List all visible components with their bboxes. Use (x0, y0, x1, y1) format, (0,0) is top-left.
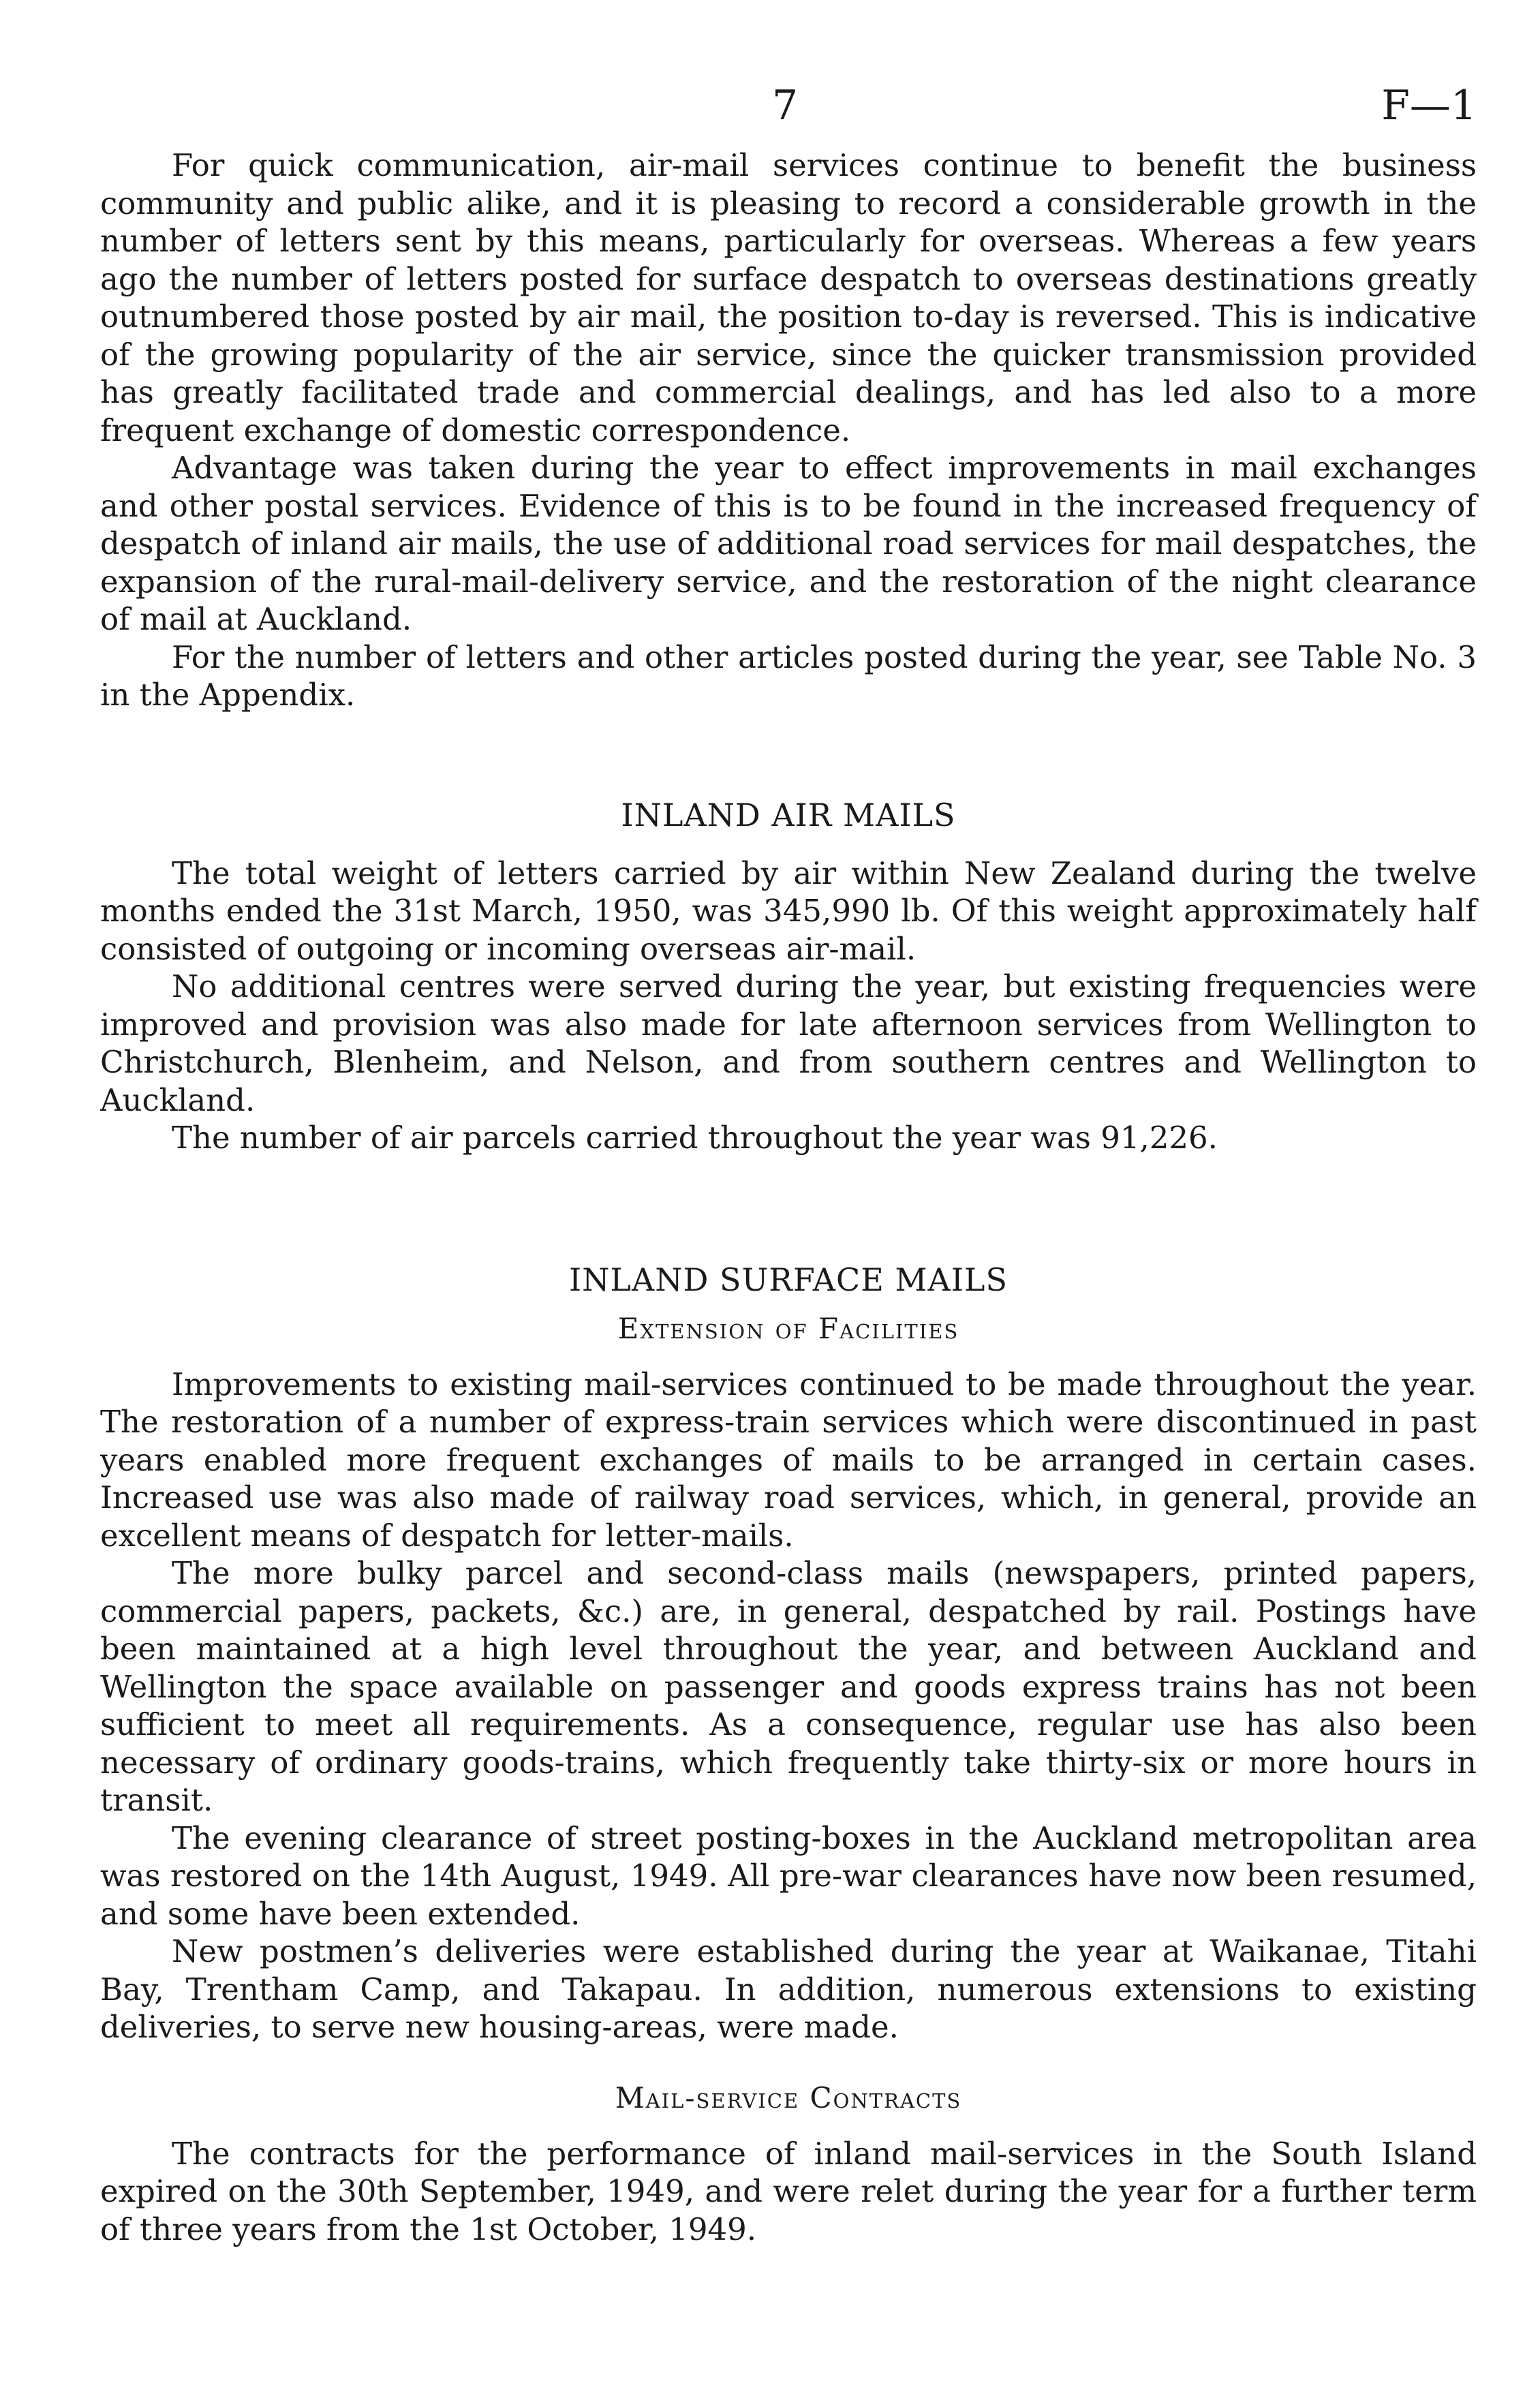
intro-paragraph-3: For the number of letters and other articles posted during the year, see Table No. 3 in the Appendix. (100, 639, 1477, 713)
extension-paragraph-4: New postmen’s deliveries were established during the year at Waikanae, Titahi Bay, Trentham Camp, and Takapau. In addition, numerous extensions to existing deliveries, to serve new housing-areas, were made. (100, 1933, 1477, 2045)
contracts-paragraph-1: The contracts for the performance of inland mail-services in the South Island expired on the 30th September, 1949, and were relet during the year for a further term of three years from the 1st October, 1949. (100, 2135, 1477, 2247)
intro-paragraph-2: Advantage was taken during the year to effect improvements in mail exchanges and other postal services. Evidence of this is to be found in the increased frequency of despatch of inland air mails, the use of additional road services for mail despatches, the expansion of the rural-mail-delivery service, and the restoration of the night clearance of mail at Auckland. (100, 450, 1477, 637)
page-number: 7 (772, 82, 799, 129)
document-page (100, 82, 1477, 2248)
intro-paragraph-1: For quick communication, air-mail services continue to benefit the business community and public alike, and it is pleasing to record a considerable growth in the number of letters sent by this means, particularly for overseas. Whereas a few years ago the number of letters posted for surface despatch to overseas destinations greatly outnumbered those posted by air mail, the position to-day is reversed. This is indicative of the growing popularity of the air service, since the quicker transmission provided has greatly facilitated trade and commercial dealings, and has led also to a more frequent exchange of domestic correspondence. (100, 147, 1477, 448)
extension-paragraph-2: The more bulky parcel and second-class mails (newspapers, printed papers, commercial papers, packets, &c.) are, in general, despatched by rail. Postings have been maintained at a high level throughout the year, and between Auckland and Wellington the space available on passenger and goods express trains has not been sufficient to meet all requirements. As a consequence, regular use has also been necessary of ordinary goods-trains, which frequently take thirty-six or more hours in transit. (100, 1555, 1477, 1818)
inland-air-mails-heading: INLAND AIR MAILS (621, 796, 956, 833)
air-mails-paragraph-3: The number of air parcels carried throughout the year was 91,226. (172, 1120, 1218, 1156)
inland-surface-mails-heading: INLAND SURFACE MAILS (569, 1261, 1008, 1298)
page-header (100, 82, 1477, 147)
air-mails-paragraph-1: The total weight of letters carried by air within New Zealand during the twelve months ended the 31st March, 1950, was 345,990 lb. Of this weight approximately half consisted of outgoing or incoming overseas air-mail. (100, 855, 1477, 967)
inland-air-mails-section (100, 795, 1477, 1157)
mail-service-contracts-heading: Mail-service Contracts (615, 2080, 962, 2115)
intro-section (100, 147, 1477, 714)
air-mails-paragraph-2: No additional centres were served during the year, but existing frequencies were improved and provision was also made for late afternoon services from Wellington to Christchurch, Blenheim, and Nelson, and from southern centres and Wellington to Auckland. (100, 968, 1477, 1118)
extension-paragraph-1: Improvements to existing mail-services continued to be made throughout the year. The restoration of a number of express-train services which were discontinued in past years enabled more frequent exchanges of mails to be arranged in certain cases. Increased use was also made of railway road services, which, in general, provide an excellent means of despatch for letter-mails. (100, 1366, 1477, 1554)
extension-paragraph-3: The evening clearance of street posting-boxes in the Auckland metropolitan area was restored on the 14th August, 1949. All pre-war clearances have now been resumed, and some have been extended. (100, 1819, 1477, 1932)
extension-of-facilities-heading: Extension of Facilities (617, 1311, 959, 1345)
report-code: F—1 (1381, 82, 1477, 129)
inland-surface-mails-section (100, 1259, 1477, 2249)
